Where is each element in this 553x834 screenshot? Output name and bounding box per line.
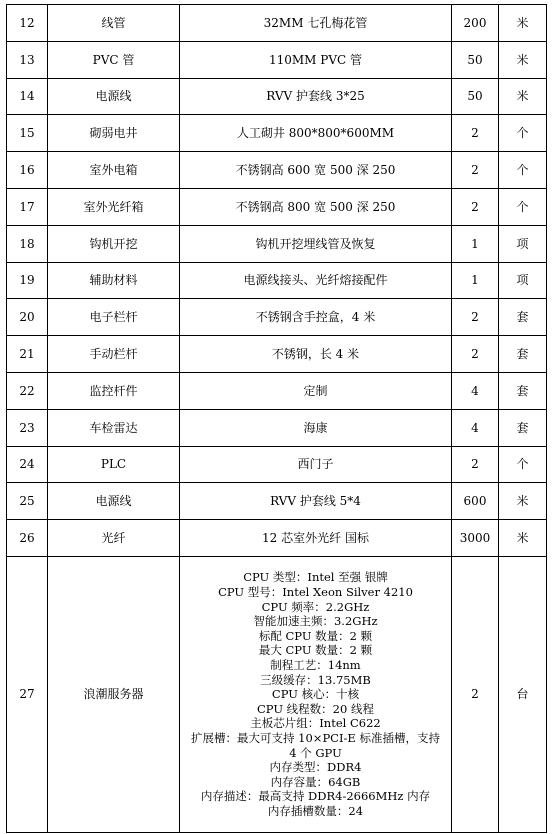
item-spec: 定制	[180, 372, 452, 409]
item-unit: 项	[499, 225, 547, 262]
spec-line: CPU 频率：2.2GHz	[261, 599, 370, 614]
item-name: 砌弱电井	[48, 115, 180, 152]
item-unit: 米	[499, 41, 547, 78]
item-quantity: 50	[452, 78, 499, 115]
item-name: 手动栏杆	[48, 336, 180, 373]
item-spec: 人工砌井 800*800*600MM	[180, 115, 452, 152]
spec-line: 内存容量：64GB	[270, 774, 361, 789]
item-unit: 米	[499, 520, 547, 557]
table-row	[7, 520, 547, 557]
item-name: 室外电箱	[48, 152, 180, 189]
table-row	[7, 299, 547, 336]
table-row	[7, 41, 547, 78]
item-unit: 个	[499, 188, 547, 225]
item-unit: 个	[499, 446, 547, 483]
item-name: 光纤	[48, 520, 180, 557]
equipment-table	[6, 4, 547, 833]
item-spec: 不锈钢高 800 宽 500 深 250	[180, 188, 452, 225]
item-spec: RVV 护套线 3*25	[180, 78, 452, 115]
row-number: 20	[7, 299, 48, 336]
row-number: 23	[7, 409, 48, 446]
item-spec: RVV 护套线 5*4	[180, 483, 452, 520]
item-unit: 个	[499, 152, 547, 189]
item-name: 电源线	[48, 78, 180, 115]
table-row	[7, 78, 547, 115]
spec-line: 主板芯片组：Intel C622	[250, 716, 381, 731]
row-number: 25	[7, 483, 48, 520]
row-number: 18	[7, 225, 48, 262]
table-row	[7, 372, 547, 409]
item-quantity: 600	[452, 483, 499, 520]
item-unit: 米	[499, 483, 547, 520]
item-unit: 套	[499, 409, 547, 446]
spec-line: CPU 类型：Intel 至强 银牌	[243, 570, 388, 585]
item-quantity: 2	[452, 188, 499, 225]
spec-line: 4 个 GPU	[289, 745, 342, 760]
spec-line: 内存描述：最高支持 DDR4-2666MHz 内存	[200, 789, 431, 804]
row-number: 15	[7, 115, 48, 152]
item-quantity: 1	[452, 262, 499, 299]
item-spec: 110MM PVC 管	[180, 41, 452, 78]
table-row	[7, 483, 547, 520]
spec-line: 智能加速主频：3.2GHz	[253, 614, 378, 629]
row-number: 14	[7, 78, 48, 115]
item-quantity: 200	[452, 5, 499, 42]
table-row-server	[7, 556, 547, 832]
item-spec: 海康	[180, 409, 452, 446]
row-number: 27	[7, 556, 48, 832]
item-unit: 台	[499, 556, 547, 832]
item-name: PLC	[48, 446, 180, 483]
row-number: 22	[7, 372, 48, 409]
item-name: 电源线	[48, 483, 180, 520]
item-spec: 电源线接头、光纤熔接配件	[180, 262, 452, 299]
table-row	[7, 409, 547, 446]
item-unit: 套	[499, 299, 547, 336]
item-spec: 不锈钢，长 4 米	[180, 336, 452, 373]
item-spec: 钩机开挖埋线管及恢复	[180, 225, 452, 262]
item-spec: 32MM 七孔梅花管	[180, 5, 452, 42]
item-quantity: 50	[452, 41, 499, 78]
row-number: 17	[7, 188, 48, 225]
item-spec: 不锈钢含手控盒，4 米	[180, 299, 452, 336]
item-unit: 项	[499, 262, 547, 299]
table-row	[7, 225, 547, 262]
row-number: 12	[7, 5, 48, 42]
item-unit: 个	[499, 115, 547, 152]
item-name: 线管	[48, 5, 180, 42]
item-quantity: 3000	[452, 520, 499, 557]
item-quantity: 2	[452, 115, 499, 152]
row-number: 26	[7, 520, 48, 557]
item-spec: 12 芯室外光纤 国标	[180, 520, 452, 557]
table-row	[7, 188, 547, 225]
item-name: 电子栏杆	[48, 299, 180, 336]
item-unit: 米	[499, 5, 547, 42]
table-row	[7, 115, 547, 152]
row-number: 21	[7, 336, 48, 373]
table-row	[7, 336, 547, 373]
spec-line: 内存类型：DDR4	[269, 760, 362, 775]
item-quantity: 1	[452, 225, 499, 262]
spec-line: CPU 核心：十核	[271, 687, 360, 702]
item-spec: 不锈钢高 600 宽 500 深 250	[180, 152, 452, 189]
item-quantity: 4	[452, 409, 499, 446]
item-name: 浪潮服务器	[48, 556, 180, 832]
spec-line: 扩展槽：最大可支持 10×PCI-E 标准插槽，支持	[191, 730, 440, 745]
server-spec-cell	[180, 556, 452, 832]
item-name: 钩机开挖	[48, 225, 180, 262]
item-name: 监控杆件	[48, 372, 180, 409]
item-name: 辅助材料	[48, 262, 180, 299]
spec-line: 三级缓存：13.75MB	[260, 672, 371, 687]
row-number: 13	[7, 41, 48, 78]
spec-line: 最大 CPU 数量：2 颗	[258, 643, 373, 658]
spec-line: 内存插槽数量：24	[267, 803, 364, 818]
item-spec: 西门子	[180, 446, 452, 483]
item-unit: 套	[499, 336, 547, 373]
table-row	[7, 262, 547, 299]
item-quantity: 2	[452, 336, 499, 373]
spec-line: CPU 线程数：20 线程	[257, 701, 374, 716]
table-row	[7, 152, 547, 189]
item-name: PVC 管	[48, 41, 180, 78]
spec-line: 标配 CPU 数量：2 颗	[258, 628, 373, 643]
row-number: 16	[7, 152, 48, 189]
table-row	[7, 5, 547, 42]
spec-line: CPU 型号：Intel Xeon Silver 4210	[218, 585, 413, 599]
item-quantity: 2	[452, 152, 499, 189]
item-unit: 米	[499, 78, 547, 115]
row-number: 24	[7, 446, 48, 483]
item-quantity: 2	[452, 299, 499, 336]
spec-line: 制程工艺：14nm	[270, 657, 361, 672]
row-number: 19	[7, 262, 48, 299]
item-name: 室外光纤箱	[48, 188, 180, 225]
item-unit: 套	[499, 372, 547, 409]
table-row	[7, 446, 547, 483]
item-name: 车检雷达	[48, 409, 180, 446]
item-quantity: 2	[452, 556, 499, 832]
item-quantity: 2	[452, 446, 499, 483]
item-quantity: 4	[452, 372, 499, 409]
